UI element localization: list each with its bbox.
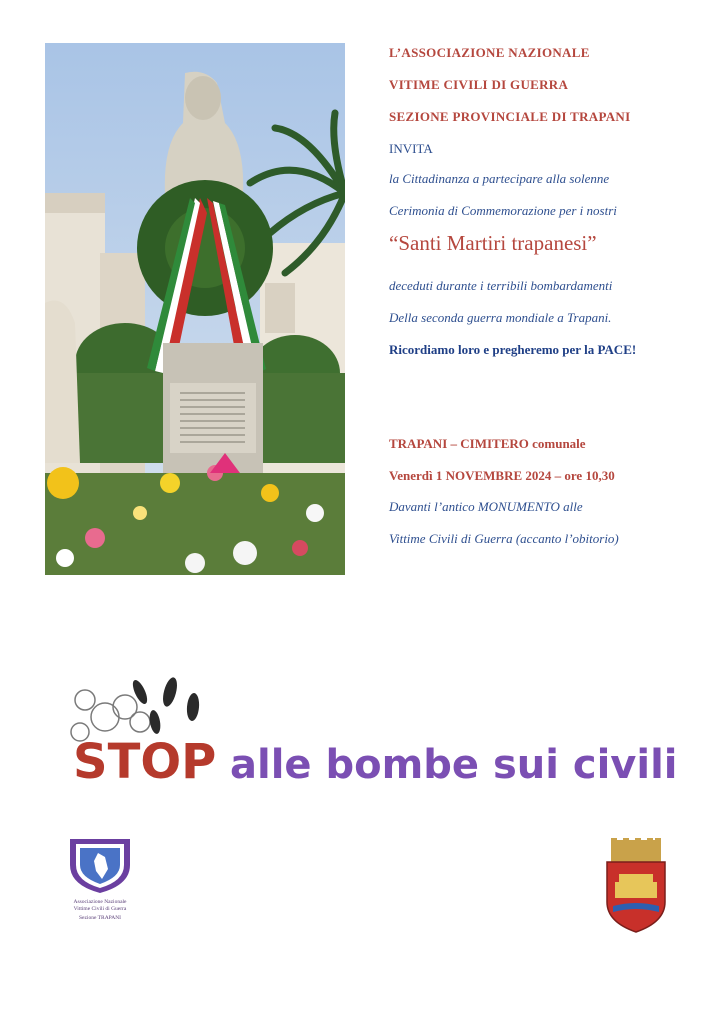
- invita-label: INVITA: [389, 141, 433, 156]
- org-name-line2: VITIME CIVILI DI GUERRA: [389, 77, 569, 92]
- description-line1: deceduti durante i terribili bombardamenti: [389, 278, 613, 293]
- event-place: TRAPANI – CIMITERO comunale: [389, 436, 586, 451]
- bombs-icon: [130, 676, 200, 735]
- stop-bombs-banner: [45, 652, 685, 812]
- logo-caption-line3: Sezione TRAPANI: [78, 915, 121, 921]
- monument-photo: [45, 43, 345, 575]
- intro-line1: la Cittadinanza a partecipare alla solenne: [389, 171, 610, 186]
- association-logo: [60, 835, 140, 925]
- peace-message: Ricordiamo loro e pregheremo per la PACE!: [389, 342, 637, 357]
- city-coat-of-arms: [603, 838, 669, 934]
- banner-slogan: alle bombe sui civili: [230, 742, 678, 788]
- location-line1: Davanti l’antico MONUMENTO alle: [389, 499, 583, 514]
- description-line2: Della seconda guerra mondiale a Trapani.: [389, 310, 612, 325]
- stop-word: STOP: [73, 734, 217, 790]
- event-date: Venerdì 1 NOVEMBRE 2024 – ore 10,30: [389, 468, 615, 483]
- location-line2: Vittime Civili di Guerra (accanto l’obitorio): [389, 531, 619, 546]
- event-title: “Santi Martiri trapanesi”: [389, 231, 597, 255]
- org-name-line1: L’ASSOCIAZIONE NAZIONALE: [389, 45, 590, 60]
- shield-icon: [60, 835, 140, 895]
- intro-line2: Cerimonia di Commemorazione per i nostri: [389, 203, 617, 218]
- logo-caption-line1: Associazione Nazionale: [73, 899, 127, 905]
- org-name-line3: SEZIONE PROVINCIALE DI TRAPANI: [389, 109, 631, 124]
- crest-icon: [603, 838, 669, 934]
- logo-caption-line2: Vittime Civili di Guerra: [73, 906, 127, 912]
